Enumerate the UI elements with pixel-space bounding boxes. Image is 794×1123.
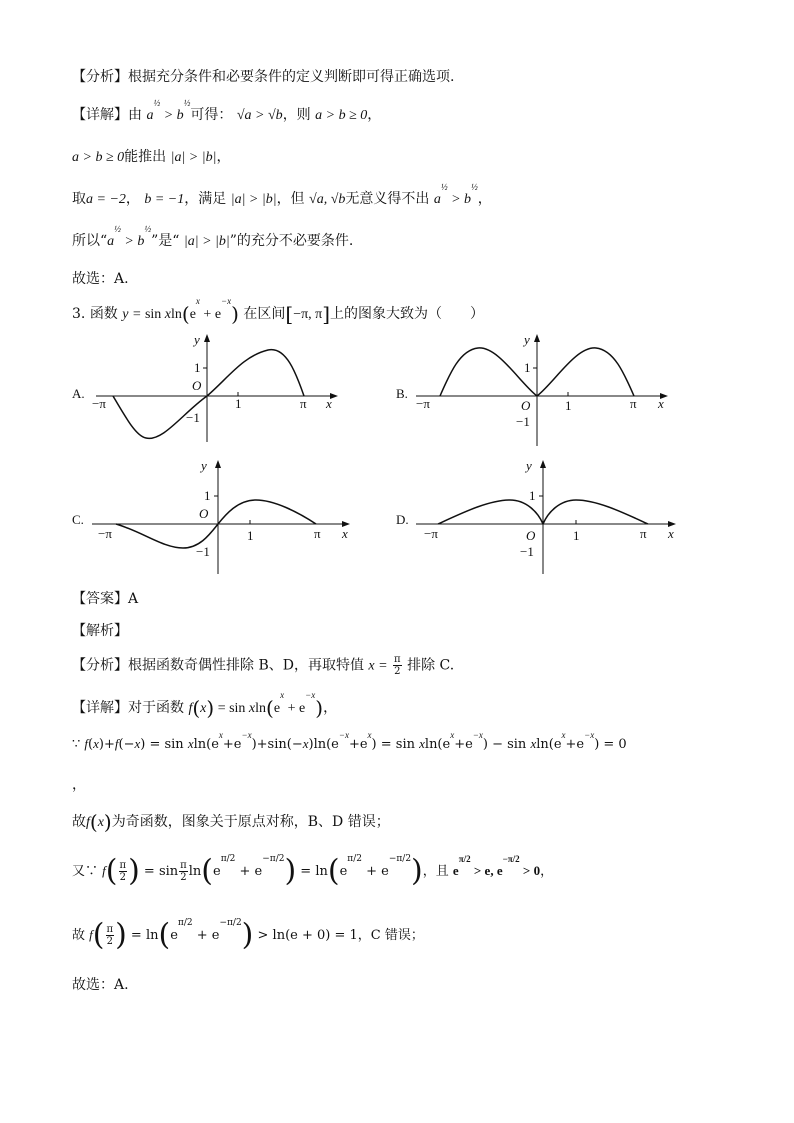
graph-a-neg-one: −1 [186, 410, 200, 425]
graph-d-origin: O [526, 528, 536, 543]
graph-a-neg-pi: −π [92, 396, 106, 411]
graph-a-origin: O [192, 378, 202, 393]
graph-a-y-label: y [194, 332, 200, 347]
graph-b-x-one: 1 [565, 398, 572, 413]
choose-line-2: 故选：A. [72, 977, 129, 993]
detail-line-2: a > b ≥ 0能推出 |a| > |b|， [72, 149, 231, 165]
analysis-paragraph-1: 【分析】根据充分条件和必要条件的定义判断即可得正确选项. [72, 69, 455, 85]
graph-b-neg-pi: −π [416, 396, 430, 411]
graph-d-pi: π [640, 526, 647, 541]
graph-a-one: 1 [194, 360, 201, 375]
option-b-label[interactable]: B. [396, 386, 408, 401]
graph-a-x-label: x [326, 396, 332, 411]
answer-line: 【答案】A [72, 591, 139, 607]
graph-b-one: 1 [524, 360, 531, 375]
graph-c-x-label: x [342, 526, 348, 541]
graph-c-neg-one: −1 [196, 544, 210, 559]
graph-d [410, 456, 682, 580]
choose-line-1: 故选：A. [72, 271, 129, 287]
graph-b [410, 328, 680, 452]
comma-line: ， [72, 777, 86, 793]
odd-function-equation: ∵ $f(x)+f(-x) = \sin xln(e^x+e^{-x})+\sin(-x)\ln(e^{-x}+e^x) = \sin xln(e^x+e^{-x}) - \sin xln(e^x+e^{-x}) = 0$ [72, 730, 627, 752]
detail-line-4: 所以“$a^{\frac{1}{2}} > b^{\frac{1}{2}}$”是“ |a| > |b|”的充分不必要条件. [72, 224, 354, 249]
graph-d-x-label: x [668, 526, 674, 541]
detail-line-3: 取a = −2， b = −1，满足 |a| > |b|，但 √a, √b无意义得不出 $a^{\frac{1}{2}} > b^{\frac{1}{2}}$， [72, 182, 492, 207]
graph-c-neg-pi: −π [98, 526, 112, 541]
graph-d-neg-one: −1 [520, 544, 534, 559]
special-value-line-2: 故 f( $\frac{\pi}{2}$ ) = $\ln(e^{\pi/2} + e^{-\pi/2}) > \ln(e + 0) = 1$，C 错误； [72, 917, 424, 953]
graph-a [88, 328, 348, 448]
analysis-paragraph-2: 【分析】根据函数奇偶性排除 B、D，再取特值 x = $\frac{\pi}{2}$ 排除 C. [72, 654, 455, 677]
graph-b-y-label: y [524, 332, 530, 347]
question-3: 3. 函数 $y = \sin xln(e^x + e^{-x})$ 在区间[−π, π]上的图象大致为（ ） [72, 296, 485, 326]
graph-b-x-label: x [658, 396, 664, 411]
detail-line-5: 【详解】对于函数 $f(x) = \sin xln(e^x + e^{-x})$， [72, 690, 338, 720]
graph-d-y-label: y [526, 458, 532, 473]
odd-conclusion: 故f(x)为奇函数，图象关于原点对称，B、D 错误； [72, 810, 390, 834]
graph-c-origin: O [199, 506, 209, 521]
analysis-heading: 【解析】 [72, 623, 128, 639]
graph-d-neg-pi: −π [424, 526, 438, 541]
graph-c-pi: π [314, 526, 321, 541]
graph-c [88, 456, 360, 580]
special-value-line: 又∵ f( $\frac{\pi}{2}$ ) = sin $\frac{\pi}{2}$ $\ln(e^{\pi/2} + e^{-\pi/2}) = \ln(e^{\pi/2} + e^{-\pi/2})$，且 $e^{\pi/2} > e$, $e^{-\pi/2} > 0$， [72, 853, 554, 889]
graph-b-pi: π [630, 396, 637, 411]
graph-a-x-one: 1 [235, 396, 242, 411]
detail-tag: 【详解】 [72, 107, 128, 123]
option-a-label[interactable]: A. [72, 386, 85, 401]
graph-b-neg-one: −1 [516, 414, 530, 429]
detail-line-1: 【详解】由 $a^{\frac{1}{2}} > b^{\frac{1}{2}}$可得： √a > √b，则 a > b ≥ 0， [72, 98, 382, 123]
graph-a-pi: π [300, 396, 307, 411]
graph-c-x-one: 1 [247, 528, 254, 543]
option-c-label[interactable]: C. [72, 512, 84, 527]
graph-c-y-label: y [201, 458, 207, 473]
option-d-label[interactable]: D. [396, 512, 409, 527]
graph-b-origin: O [521, 398, 531, 413]
graph-c-one: 1 [204, 488, 211, 503]
graph-d-x-one: 1 [573, 528, 580, 543]
graph-d-one: 1 [529, 488, 536, 503]
